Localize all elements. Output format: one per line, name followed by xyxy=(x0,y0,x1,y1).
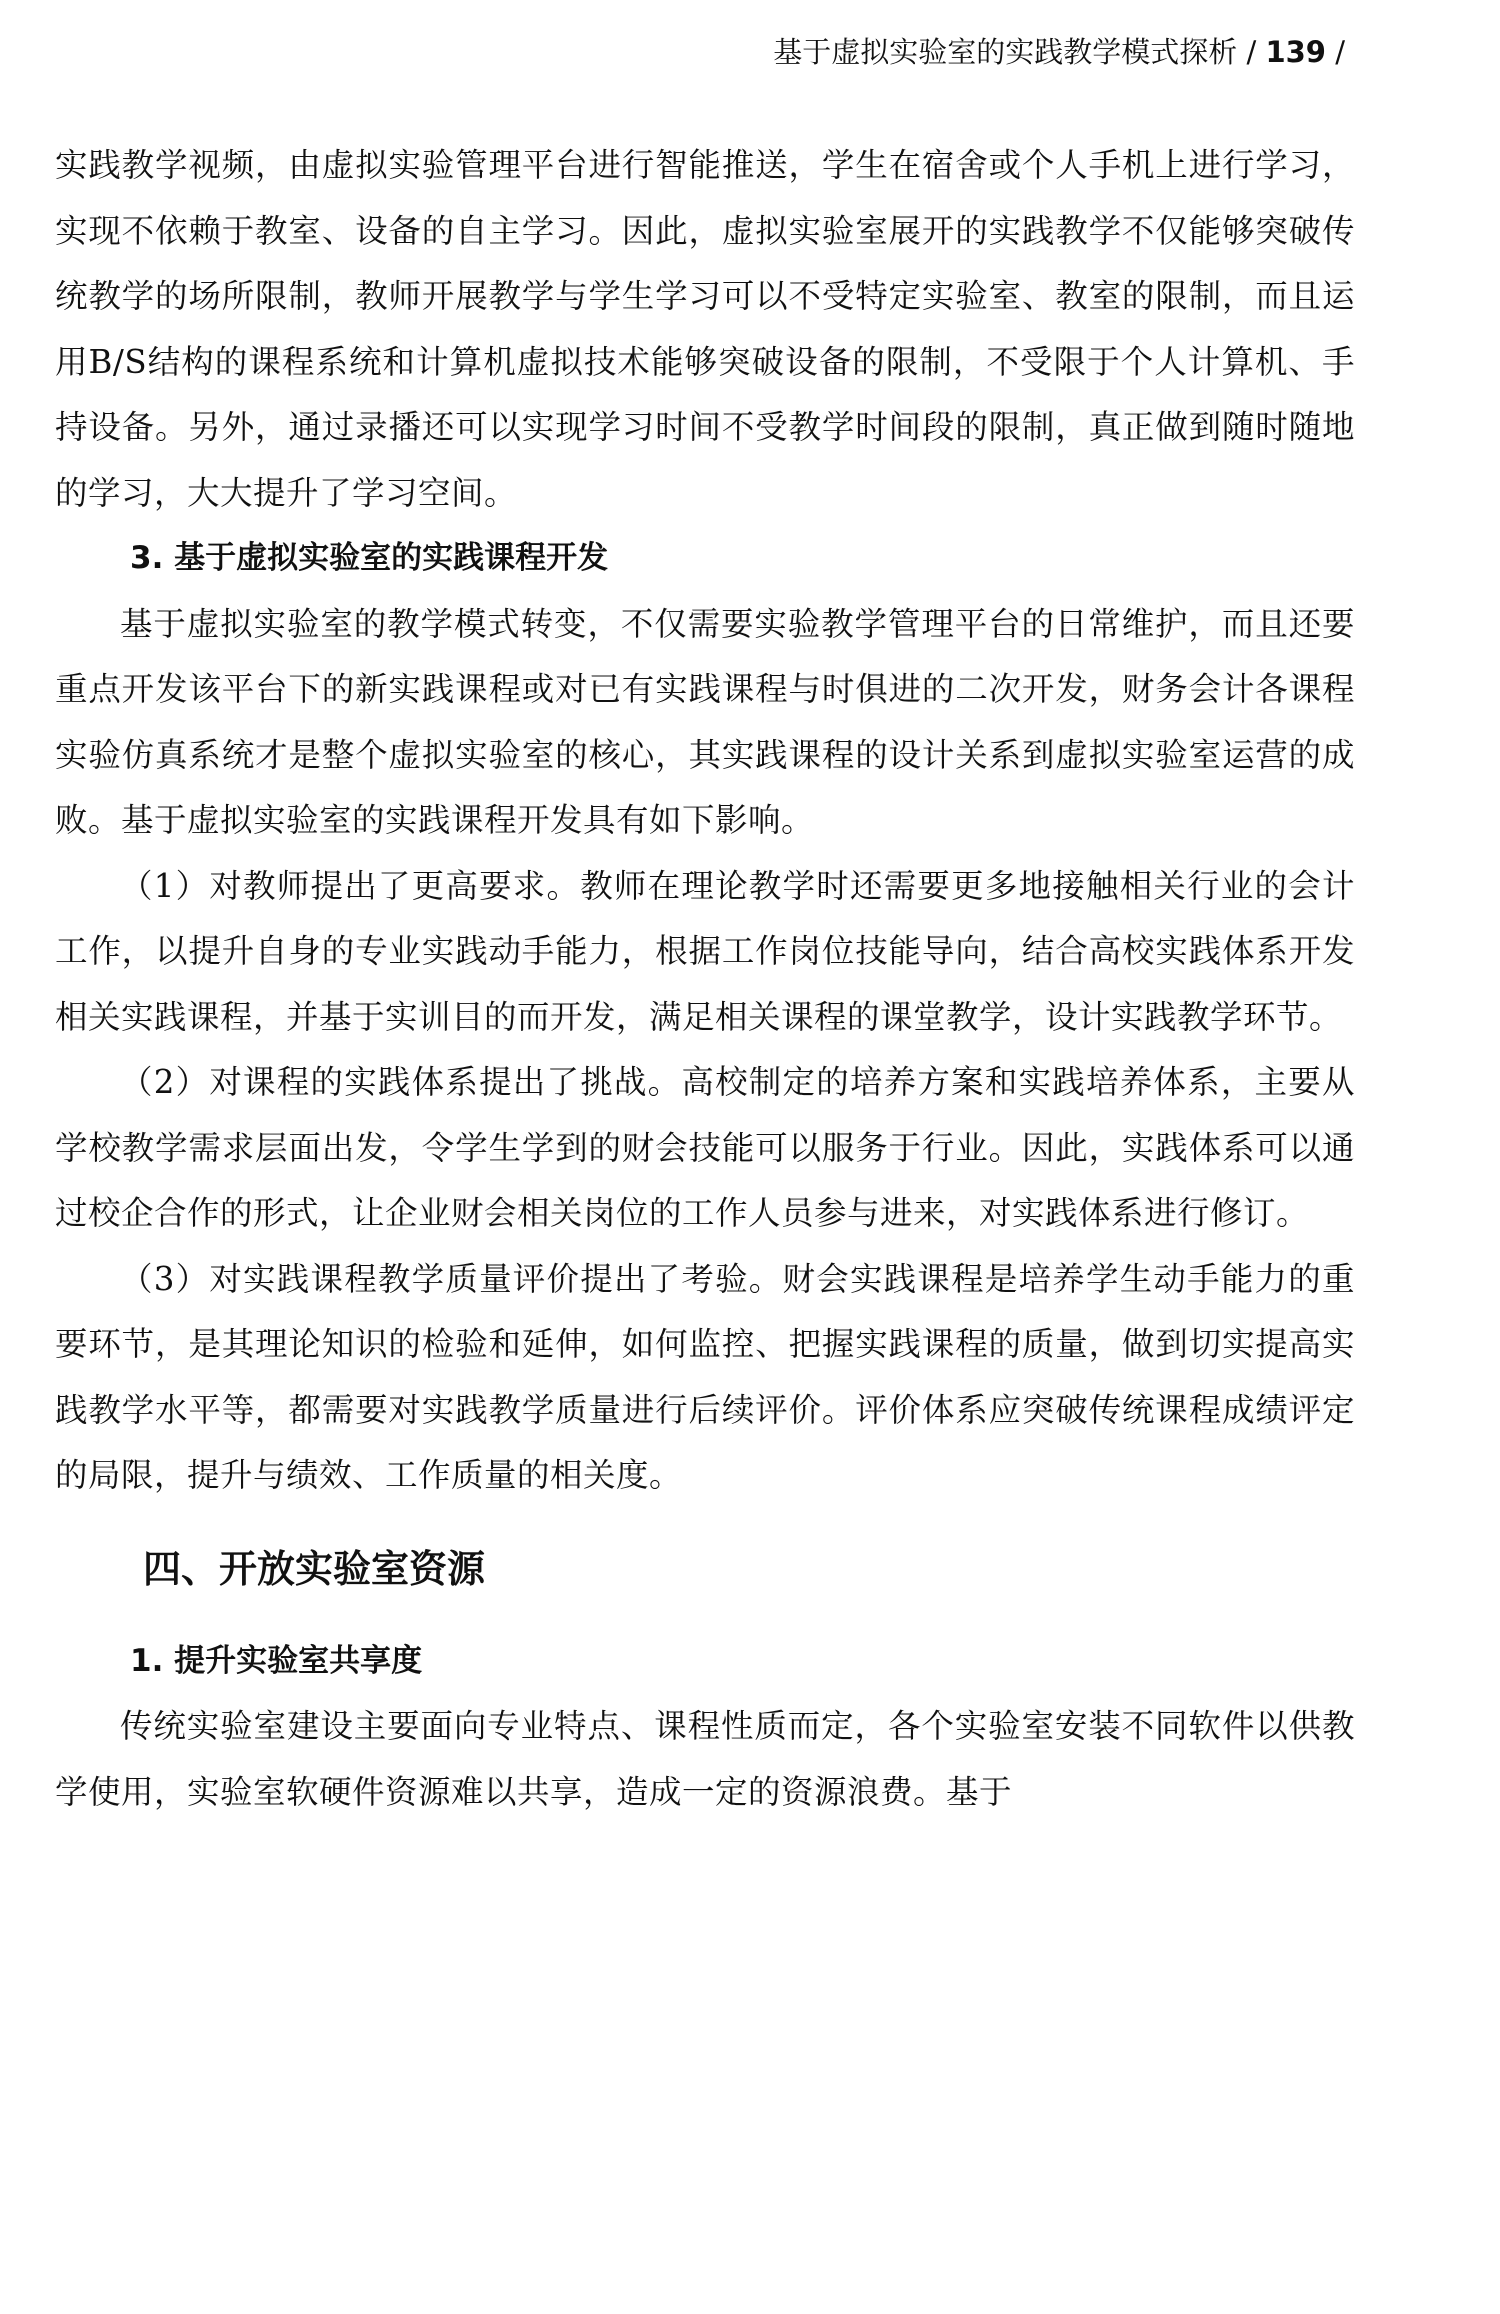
paragraph-continued: 实践教学视频，由虚拟实验管理平台进行智能推送，学生在宿舍或个人手机上进行学习，实现不依赖于教室、设备的自主学习。因此，虚拟实验室展开的实践教学不仅能够突破传统教学的场所限制，教师开展教学与学生学习可以不受特定实验室、教室的限制，而且运用B/S结构的课程系统和计算机虚拟技术能够突破设备的限制，不受限于个人计算机、手持设备。另外，通过录播还可以实现学习时间不受教学时间段的限制，真正做到随时随地的学习，大大提升了学习空间。 xyxy=(55,146,1355,512)
page-body xyxy=(55,133,1355,1825)
header-separator-right: / xyxy=(1335,35,1345,69)
page-number: 139 xyxy=(1265,35,1326,69)
subheading-3: 3. 基于虚拟实验室的实践课程开发 xyxy=(130,540,609,576)
subheading-4-1: 1. 提升实验室共享度 xyxy=(130,1642,423,1679)
running-header xyxy=(500,30,1345,74)
paragraph-item-3: （3）对实践课程教学质量评价提出了考验。财会实践课程是培养学生动手能力的重要环节，是其理论知识的检验和延伸，如何监控、把握实践课程的质量，做到切实提高实践教学水平等，都需要对实践教学质量进行后续评价。评价体系应突破传统课程成绩评定的局限，提升与绩效、工作质量的相关度。 xyxy=(55,1259,1355,1494)
paragraph-item-2: （2）对课程的实践体系提出了挑战。高校制定的培养方案和实践培养体系，主要从学校教学需求层面出发，令学生学到的财会技能可以服务于行业。因此，实践体系可以通过校企合作的形式，让企业财会相关岗位的工作人员参与进来，对实践体系进行修订。 xyxy=(55,1063,1355,1232)
paragraph-item-1: （1）对教师提出了更高要求。教师在理论教学时还需要更多地接触相关行业的会计工作，以提升自身的专业实践动手能力，根据工作岗位技能导向，结合高校实践体系开发相关实践课程，并基于实训目的而开发，满足相关课程的课堂教学，设计实践教学环节。 xyxy=(55,866,1355,1036)
running-header-title: 基于虚拟实验室的实践教学模式探析 xyxy=(773,35,1238,69)
section-heading-4: 四、开放实验室资源 xyxy=(143,1546,486,1591)
paragraph-lab-sharing: 传统实验室建设主要面向专业特点、课程性质而定，各个实验室安装不同软件以供教学使用，实验室软硬件资源难以共享，造成一定的资源浪费。基于 xyxy=(55,1707,1355,1811)
header-separator-left: / xyxy=(1246,35,1257,69)
paragraph-course-development: 基于虚拟实验室的教学模式转变，不仅需要实验教学管理平台的日常维护，而且还要重点开发该平台下的新实践课程或对已有实践课程与时俱进的二次开发，财务会计各课程实验仿真系统才是整个虚拟实验室的核心，其实践课程的设计关系到虚拟实验室运营的成败。基于虚拟实验室的实践课程开发具有如下影响。 xyxy=(55,604,1355,839)
